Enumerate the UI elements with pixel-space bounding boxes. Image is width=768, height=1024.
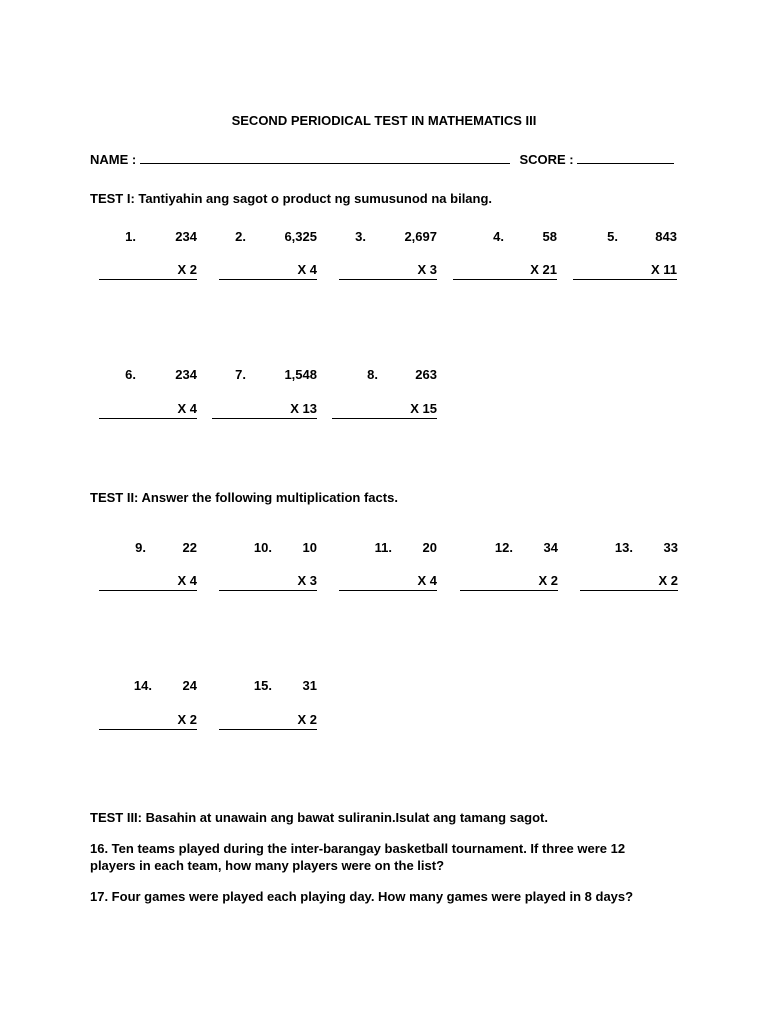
item-multiplier: X 3 [339,262,437,280]
test3-heading: TEST III: Basahin at unawain ang bawat suliranin.Isulat ang tamang sagot. [90,810,548,825]
item-number: 7. [235,367,246,382]
item-multiplier: X 11 [573,262,677,280]
item-value: 1,548 [284,367,317,382]
item-number: 5. [607,229,618,244]
item-number: 14. [133,678,152,693]
item-multiplier: X 2 [99,262,197,280]
test1-heading: TEST I: Tantiyahin ang sagot o product ng sumusunod na bilang. [90,191,493,206]
item-number: 3. [355,229,366,244]
item-value: 10 [302,540,317,555]
name-blank [140,162,510,164]
item-value: 58 [542,229,557,244]
item-number: 11. [374,540,392,555]
item-multiplier: X 21 [453,262,557,280]
item-value: 24 [182,678,197,693]
item-number: 12. [494,540,513,555]
item-value: 234 [175,229,197,244]
item-value: 234 [175,367,197,382]
item-number: 10. [253,540,272,555]
item-multiplier: X 13 [212,401,317,419]
item-number: 9. [135,540,146,555]
item-number: 2. [235,229,246,244]
item-value: 33 [663,540,678,555]
item-value: 22 [182,540,197,555]
item-multiplier: X 2 [99,712,197,730]
name-line [90,152,674,167]
item-value: 20 [422,540,437,555]
item-value: 263 [415,367,437,382]
item-number: 8. [367,367,378,382]
item-value: 2,697 [404,229,437,244]
item-multiplier: X 2 [219,712,317,730]
item-number: 6. [125,367,136,382]
item-value: 34 [543,540,558,555]
item-multiplier: X 3 [219,573,317,591]
score-blank [577,162,674,164]
item-number: 13. [614,540,633,555]
item-number: 1. [125,229,136,244]
name-label: NAME : [90,152,137,167]
item-multiplier: X 15 [332,401,437,419]
item-multiplier: X 4 [339,573,437,591]
question-17: 17. Four games were played each playing day. How many games were played in 8 days? [90,889,634,904]
item-value: 6,325 [284,229,317,244]
test2-heading: TEST II: Answer the following multiplication facts. [90,490,398,505]
question-16: 16. Ten teams played during the inter-barangay basketball tournament. If three were 12 players in each team, how many players were on the list? [90,841,626,873]
item-multiplier: X 4 [99,573,197,591]
item-value: 31 [302,678,317,693]
score-label: SCORE : [519,152,574,167]
item-multiplier: X 2 [460,573,558,591]
item-number: 4. [493,229,504,244]
item-multiplier: X 2 [580,573,678,591]
item-multiplier: X 4 [219,262,317,280]
item-multiplier: X 4 [99,401,197,419]
page-title: SECOND PERIODICAL TEST IN MATHEMATICS III [231,113,537,128]
item-value: 843 [655,229,677,244]
item-number: 15. [253,678,272,693]
